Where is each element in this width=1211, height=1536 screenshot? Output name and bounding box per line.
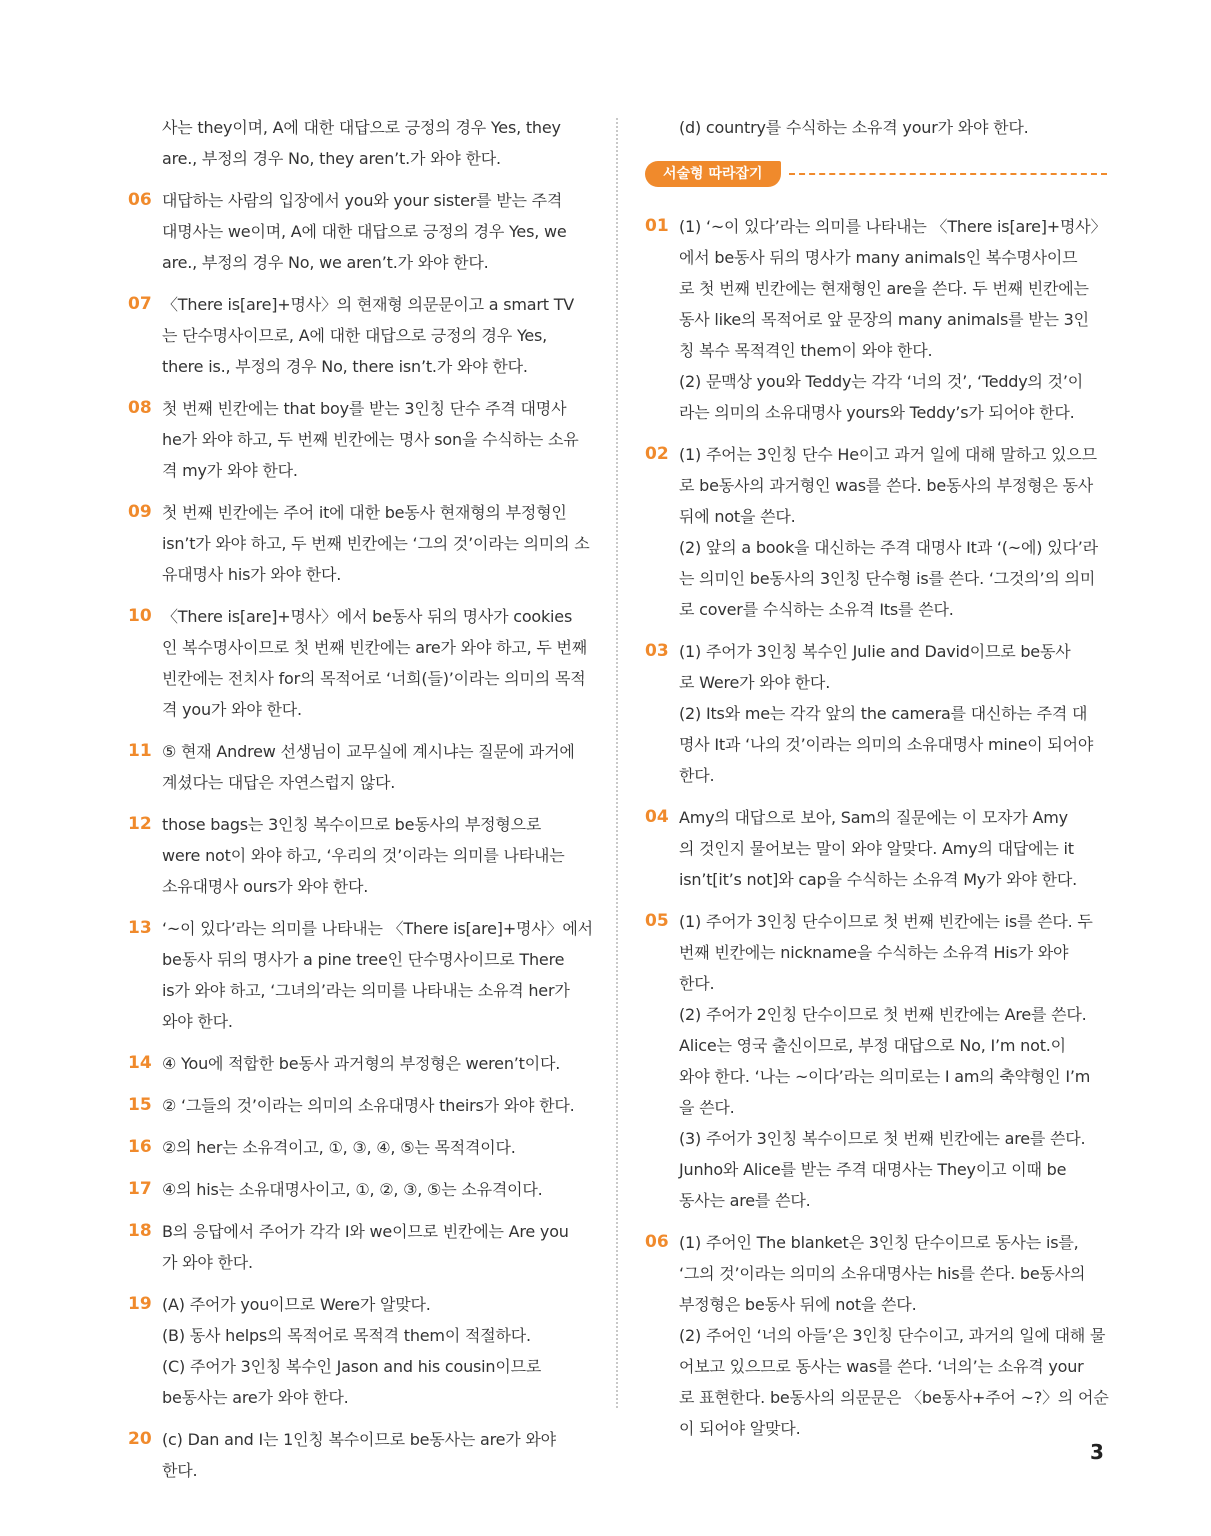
answer-explanation [162,1289,590,1413]
text-line: are., 부정의 경우 No, we aren’t.가 와야 한다. [162,253,489,272]
answer-item [128,185,590,278]
text-line: ④ You에 적합한 be동사 과거형의 부정형은 weren’t이다. [162,1054,561,1073]
answer-number: 07 [128,294,152,314]
answer-number: 03 [645,641,669,661]
text-line: 에서 be동사 뒤의 명사가 many animals인 복수명사이므 [679,248,1078,267]
text-line: 〈There is[are]+명사〉의 현재형 의문문이고 a smart TV [162,295,575,314]
text-line: (1) 주어가 3인칭 복수인 Julie and David이므로 be동사 [679,642,1071,661]
text-line: (1) ‘~이 있다’라는 의미를 나타내는 〈There is[are]+명사〉 [679,217,1107,236]
text-line: ‘그의 것’이라는 의미의 소유대명사는 his를 쓴다. be동사의 [679,1264,1086,1283]
answer-item [128,809,590,902]
answer-item [645,439,1107,625]
text-line: (3) 주어가 3인칭 복수이므로 첫 번째 빈칸에는 are를 쓴다. [679,1129,1086,1148]
answer-number: 20 [128,1429,152,1449]
text-line: (d) country를 수식하는 소유격 your가 와야 한다. [679,118,1029,137]
text-line: 이 되어야 알맞다. [679,1419,801,1438]
text-line: be동사는 are가 와야 한다. [162,1388,349,1407]
text-line: (2) Its와 me는 각각 앞의 the camera를 대신하는 주격 대 [679,704,1088,723]
answer-explanation [162,736,590,798]
text-line: B의 응답에서 주어가 각각 I와 we이므로 빈칸에는 Are you [162,1222,569,1241]
text-line: 라는 의미의 소유대명사 yours와 Teddy’s가 되어야 한다. [679,403,1075,422]
text-line: ⑤ 현재 Andrew 선생님이 교무실에 계시냐는 질문에 과거에 [162,742,575,761]
text-line: 의 것인지 물어보는 말이 와야 알맞다. Amy의 대답에는 it [679,839,1074,858]
text-line: 한다. [162,1461,198,1480]
section-header [645,161,1107,187]
text-line: 와야 한다. ‘나는 ~이다’라는 의미로는 I am의 축약형인 I’m [679,1067,1091,1086]
text-line: 첫 번째 빈칸에는 주어 it에 대한 be동사 현재형의 부정형인 [162,503,567,522]
text-line: 는 의미인 be동사의 3인칭 단수형 is를 쓴다. ‘그것의’의 의미 [679,569,1096,588]
section-title: 서술형 따라잡기 [645,161,781,187]
text-line: 한다. [679,766,715,785]
text-line: ④의 his는 소유대명사이고, ①, ②, ③, ⑤는 소유격이다. [162,1180,543,1199]
text-line: (2) 앞의 a book을 대신하는 주격 대명사 It과 ‘(~에) 있다’라 [679,538,1098,557]
answer-explanation [162,393,590,486]
text-line: 로 Were가 와야 한다. [679,673,831,692]
answer-item [128,1216,590,1278]
text-line: he가 와야 하고, 두 번째 빈칸에는 명사 son을 수식하는 소유 [162,430,579,449]
answer-explanation [162,1132,590,1163]
text-line: (B) 동사 helps의 목적어로 목적격 them이 적절하다. [162,1326,531,1345]
text-line: 로 cover를 수식하는 소유격 Its를 쓴다. [679,600,954,619]
text-line: 유대명사 his가 와야 한다. [162,565,342,584]
continuation-text [128,112,590,174]
text-line: there is., 부정의 경우 No, there isn’t.가 와야 한다. [162,357,528,376]
text-line: 격 you가 와야 한다. [162,700,302,719]
continuation-paragraph [128,112,590,174]
answer-explanation [162,913,593,1037]
text-line: 첫 번째 빈칸에는 that boy를 받는 3인칭 단수 주격 대명사 [162,399,567,418]
answer-explanation [162,1174,590,1205]
text-line: ② ‘그들의 것’이라는 의미의 소유대명사 theirs가 와야 한다. [162,1096,575,1115]
answer-number: 13 [128,918,152,938]
answer-explanation [162,185,590,278]
text-line: 로 첫 번째 빈칸에는 현재형인 are을 쓴다. 두 번째 빈칸에는 [679,279,1089,298]
answer-item [128,1090,590,1121]
answer-list-left [128,185,593,1486]
text-line: 로 be동사의 과거형인 was를 쓴다. be동사의 부정형은 동사 [679,476,1094,495]
answer-item [128,1132,590,1163]
answer-explanation [679,636,1107,791]
text-line: were not이 와야 하고, ‘우리의 것’이라는 의미를 나타내는 [162,846,565,865]
answer-number: 04 [645,807,669,827]
answer-number: 11 [128,741,152,761]
text-line: 동사는 are를 쓴다. [679,1191,811,1210]
text-line: 부정형은 be동사 뒤에 not을 쓴다. [679,1295,917,1314]
text-line: 한다. [679,974,715,993]
answer-item [128,736,590,798]
text-line: ‘~이 있다’라는 의미를 나타내는 〈There is[are]+명사〉에서 [162,919,593,938]
answer-number: 14 [128,1053,152,1073]
answer-item [128,497,590,590]
text-line: 칭 복수 목적격인 them이 와야 한다. [679,341,933,360]
continuation-text [645,112,1107,143]
answer-list-right [645,211,1107,1444]
answer-number: 05 [645,911,669,931]
answer-number: 17 [128,1179,152,1199]
text-line: is가 와야 하고, ‘그녀의’라는 의미를 나타내는 소유격 her가 [162,981,570,1000]
text-line: be동사 뒤의 명사가 a pine tree인 단수명사이므로 There [162,950,565,969]
answer-item [128,601,590,725]
answer-item [128,1048,590,1079]
answer-item [128,1289,590,1413]
answer-item [128,913,593,1037]
answer-item [128,1424,590,1486]
answer-item [128,289,590,382]
answer-explanation [162,497,590,590]
text-line: (2) 문맥상 you와 Teddy는 각각 ‘너의 것’, ‘Teddy의 것’이 [679,372,1084,391]
column-divider [616,118,618,1408]
answer-explanation [162,1424,590,1486]
text-line: (2) 주어인 ‘너의 아들’은 3인칭 단수이고, 과거의 일에 대해 물 [679,1326,1106,1345]
answer-explanation [162,809,590,902]
answer-explanation [679,1227,1109,1444]
text-line: (1) 주어는 3인칭 단수 He이고 과거 일에 대해 말하고 있으므 [679,445,1097,464]
text-line: (C) 주어가 3인칭 복수인 Jason and his cousin이므로 [162,1357,542,1376]
text-line: those bags는 3인칭 복수이므로 be동사의 부정형으로 [162,815,542,834]
text-line: Junho와 Alice를 받는 주격 대명사는 They이고 이때 be [679,1160,1067,1179]
text-line: 어보고 있으므로 동사는 was를 쓴다. ‘너의’는 소유격 your [679,1357,1084,1376]
right-column [645,112,1107,1455]
answer-number: 12 [128,814,152,834]
text-line: 대명사는 we이며, A에 대한 대답으로 긍정의 경우 Yes, we [162,222,567,241]
answer-number: 09 [128,502,152,522]
text-line: 번째 빈칸에는 nickname을 수식하는 소유격 His가 와야 [679,943,1069,962]
answer-number: 06 [128,190,152,210]
text-line: 사는 they이며, A에 대한 대답으로 긍정의 경우 Yes, they [162,118,561,137]
answer-explanation [679,211,1107,428]
answer-explanation [162,1216,590,1278]
text-line: 명사 It과 ‘나의 것’이라는 의미의 소유대명사 mine이 되어야 [679,735,1094,754]
text-line: Amy의 대답으로 보아, Sam의 질문에는 이 모자가 Amy [679,808,1068,827]
text-line: are., 부정의 경우 No, they aren’t.가 와야 한다. [162,149,501,168]
text-line: (A) 주어가 you이므로 Were가 알맞다. [162,1295,431,1314]
text-line: 격 my가 와야 한다. [162,461,298,480]
answer-number: 10 [128,606,152,626]
text-line: 빈칸에는 전치사 for의 목적어로 ‘너희(들)’이라는 의미의 목적 [162,669,586,688]
answer-item [128,393,590,486]
text-line: 을 쓴다. [679,1098,735,1117]
text-line: (1) 주어인 The blanket은 3인칭 단수이므로 동사는 is를, [679,1233,1079,1252]
text-line: 는 단수명사이므로, A에 대한 대답으로 긍정의 경우 Yes, [162,326,548,345]
answer-number: 19 [128,1294,152,1314]
answer-number: 18 [128,1221,152,1241]
answer-number: 02 [645,444,669,464]
answer-explanation [162,1090,590,1121]
text-line: 계셨다는 대답은 자연스럽지 않다. [162,773,396,792]
answer-explanation [162,601,590,725]
text-line: 와야 한다. [162,1012,233,1031]
text-line: 뒤에 not을 쓴다. [679,507,796,526]
answer-item [645,802,1107,895]
text-line: 소유대명사 ours가 와야 한다. [162,877,369,896]
answer-number: 01 [645,216,669,236]
answer-number: 15 [128,1095,152,1115]
text-line: 대답하는 사람의 입장에서 you와 your sister를 받는 주격 [162,191,563,210]
answer-explanation [162,1048,590,1079]
section-header-dashes [789,173,1107,175]
text-line: Alice는 영국 출신이므로, 부정 대답으로 No, I’m not.이 [679,1036,1066,1055]
text-line: 로 표현한다. be동사의 의문문은 〈be동사+주어 ~?〉의 어순 [679,1388,1109,1407]
answer-item [645,906,1107,1216]
answer-item [645,1227,1107,1444]
left-column [128,112,593,1497]
answer-number: 08 [128,398,152,418]
text-line: 〈There is[are]+명사〉에서 be동사 뒤의 명사가 cookies [162,607,573,626]
text-line: ②의 her는 소유격이고, ①, ③, ④, ⑤는 목적격이다. [162,1138,516,1157]
text-line: 동사 like의 목적어로 앞 문장의 many animals를 받는 3인 [679,310,1089,329]
text-line: 인 복수명사이므로 첫 번째 빈칸에는 are가 와야 하고, 두 번째 [162,638,588,657]
continuation-paragraph [645,112,1107,143]
text-line: isn’t가 와야 하고, 두 번째 빈칸에는 ‘그의 것’이라는 의미의 소 [162,534,590,553]
text-line: (c) Dan and I는 1인칭 복수이므로 be동사는 are가 와야 [162,1430,556,1449]
text-line: isn’t[it’s not]와 cap을 수식하는 소유격 My가 와야 한다. [679,870,1078,889]
text-line: (2) 주어가 2인칭 단수이므로 첫 번째 빈칸에는 Are를 쓴다. [679,1005,1087,1024]
answer-explanation [679,439,1107,625]
answer-item [645,636,1107,791]
text-line: 가 와야 한다. [162,1253,253,1272]
answer-item [128,1174,590,1205]
answer-explanation [162,289,590,382]
answer-explanation [679,906,1107,1216]
answer-item [645,211,1107,428]
answer-number: 16 [128,1137,152,1157]
answer-number: 06 [645,1232,669,1252]
answer-explanation [679,802,1107,895]
text-line: (1) 주어가 3인칭 단수이므로 첫 번째 빈칸에는 is를 쓴다. 두 [679,912,1093,931]
page-number: 3 [1090,1440,1104,1464]
